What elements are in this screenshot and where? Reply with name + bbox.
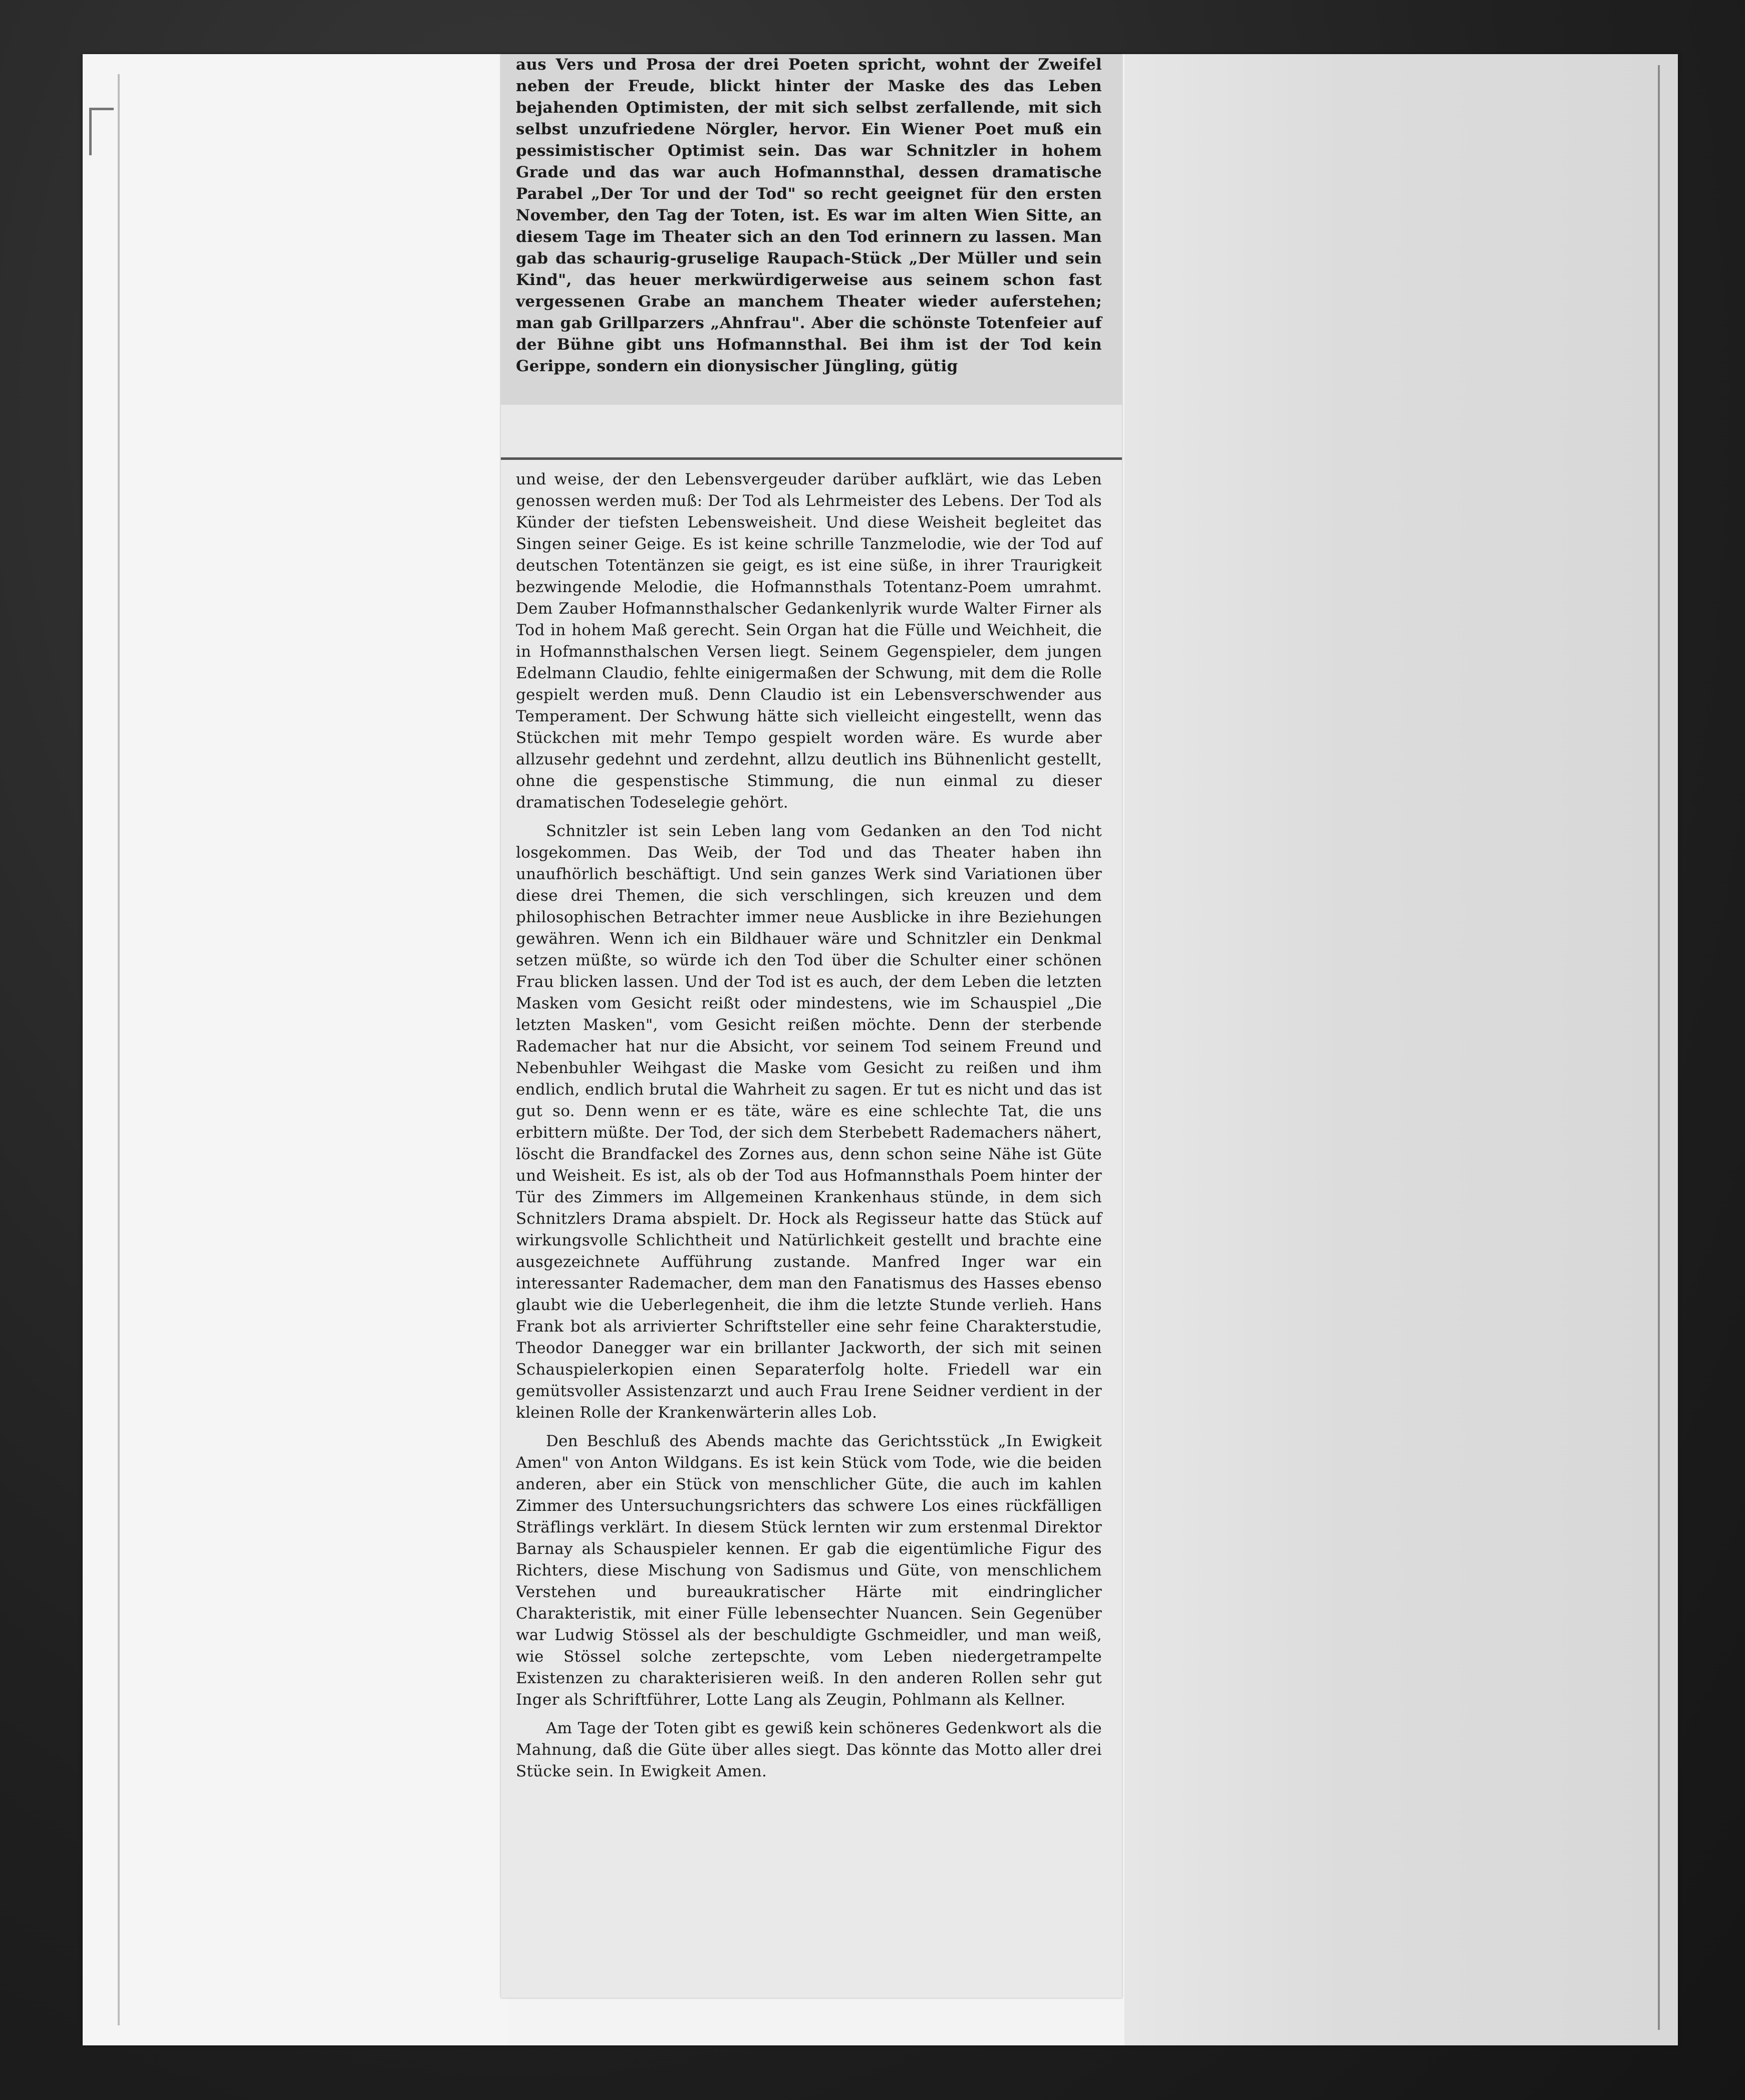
article-body [516,469,1102,1789]
sheet-fold-line [118,74,120,2025]
sheet-right-edge [1658,65,1660,2030]
paragraph-4: Am Tage der Toten gibt es gewiß kein schöneres Gedenkwort als die Mahnung, daß die Güte über alles siegt. Das könnte das Motto aller drei Stücke sein. In Ewigkeit Amen. [516,1719,1102,1780]
top-block-text: aus Vers und Prosa der drei Poeten spricht, wohnt der Zweifel neben der Freude, blickt hinter der Maske des das Leben bejahenden Optimisten, der mit sich selbst zerfallende, mit sich selbst unzufriedene Nörgler, hervor. Ein Wiener Poet muß ein pessimistischer Optimist sein. Das war Schnitzler in hohem Grade und das war auch Hofmannsthal, dessen dramatische Parabel „Der Tor und der Tod" so recht geeignet für den ersten November, den Tag der Toten, ist. Es war im alten Wien Sitte, an diesem Tage im Theater sich an den Tod erinnern zu lassen. Man gab das schaurig-gruselige Raupach-Stück „Der Müller und sein Kind", das heuer merkwürdigerweise aus seinem schon fast vergessenen Grabe an manchem Theater wieder auferstehen; man gab Grillparzers „Ahnfrau". Aber die schönste Totenfeier auf der Bühne gibt uns Hofmannsthal. Bei ihm ist der Tod kein Gerippe, sondern ein dionysischer Jüngling, gütig [516,56,1102,375]
paragraph-1: und weise, der den Lebensvergeuder darüber aufklärt, wie das Leben genossen werden muß: Der Tod als Lehrmeister des Lebens. Der Tod als Künder der tiefsten Lebensweisheit. Und diese Weisheit begleitet das Singen seiner Geige. Es ist keine schrille Tanzmelodie, wie der Tod auf deutschen Totentänzen sie geigt, es ist eine süße, in ihrer Traurigkeit bezwingende Melodie, die Hofmannsthals Totentanz-Poem umrahmt. Dem Zauber Hofmannsthalscher Gedankenlyrik wurde Walter Firner als Tod in hohem Maß gerecht. Sein Organ hat die Fülle und Weichheit, die in Hofmannsthalschen Versen liegt. Seinem Gegenspieler, dem jungen Edelmann Claudio, fehlte einigermaßen der Schwung, mit dem die Rolle gespielt werden muß. Denn Claudio ist ein Lebensverschwender aus Temperament. Der Schwung hätte sich vielleicht eingestellt, wenn das Stückchen mit mehr Tempo gespielt worden wäre. Es wurde aber allzusehr gedehnt und zerdehnt, allzu deutlich ins Bühnenlicht gestellt, ohne die gespenstische Stimmung, die nun einmal zu dieser dramatischen Todeselegie gehört. [516,470,1102,812]
paragraph-2: Schnitzler ist sein Leben lang vom Gedanken an den Tod nicht losgekommen. Das Weib, der Tod und das Theater haben ihn unaufhörlich beschäftigt. Und sein ganzes Werk sind Variationen über diese drei Themen, die sich verschlingen, sich kreuzen und dem philosophischen Betrachter immer neue Ausblicke in ihre Beziehungen gewähren. Wenn ich ein Bildhauer wäre und Schnitzler ein Denkmal setzen müßte, so würde ich den Tod über die Schulter einer schönen Frau blicken lassen. Und der Tod ist es auch, der dem Leben die letzten Masken vom Gesicht reißt oder mindestens, wie im Schauspiel „Die letzten Masken", vom Gesicht reißen möchte. Denn der sterbende Rademacher hat nur die Absicht, vor seinem Tod seinem Freund und Nebenbuhler Weihgast die Maske vom Gesicht zu reißen und ihm endlich, endlich brutal die Wahrheit zu sagen. Er tut es nicht und das ist gut so. Denn wenn er es täte, wäre es eine schlechte Tat, die uns erbittern müßte. Der Tod, der sich dem Sterbebett Rademachers nähert, löscht die Brandfackel des Zornes aus, denn schon seine Nähe ist Güte und Weisheit. Es ist, als ob der Tod aus Hofmannsthals Poem hinter der Tür des Zimmers im Allgemeinen Krankenhaus stünde, in dem sich Schnitzlers Drama abspielt. Dr. Hock als Regisseur hatte das Stück auf wirkungsvolle Schlichtheit und Natürlichkeit gestellt und brachte eine ausgezeichnete Aufführung zustande. Manfred Inger war ein interessanter Rademacher, dem man den Fanatismus des Hasses ebenso glaubt wie die Ueberlegenheit, die ihm die letzte Stunde verlieh. Hans Frank bot als arrivierter Schriftsteller eine sehr feine Charakterstudie, Theodor Danegger war ein brillanter Jackworth, der sich mit seinen Schauspielerkopien einen Separaterfolg holte. Friedell war ein gemütsvoller Assistenzarzt und auch Frau Irene Seidner verdient in der kleinen Rolle der Krankenwärterin alles Lob. [516,822,1102,1422]
corner-crop-mark [89,108,114,155]
sheet-left-area [83,54,508,2045]
clipping-separator [501,457,1122,460]
article-top-block [516,54,1102,384]
sheet-right-area [1124,54,1678,2045]
newspaper-clipping [501,54,1122,1998]
paragraph-3: Den Beschluß des Abends machte das Gerichtsstück „In Ewigkeit Amen" von Anton Wildgans. Es ist kein Stück vom Tode, wie die beiden anderen, aber ein Stück von menschlicher Güte, die auch im kahlen Zimmer des Untersuchungsrichters das schwere Los eines rückfälligen Sträflings verklärt. In diesem Stück lernten wir zum erstenmal Direktor Barnay als Schauspieler kennen. Er gab die eigentümliche Figur des Richters, diese Mischung von Sadismus und Güte, von menschlichem Verstehen und bureaukratischer Härte mit eindringlicher Charakteristik, mit einer Fülle lebensechter Nuancen. Sein Gegenüber war Ludwig Stössel als der beschuldigte Gschmeidler, und man weiß, wie Stössel solche zertepschte, vom Leben niedergetrampelte Existenzen zu charakterisieren weiß. In den anderen Rollen sehr gut Inger als Schriftführer, Lotte Lang als Zeugin, Pohlmann als Kellner. [516,1432,1102,1709]
